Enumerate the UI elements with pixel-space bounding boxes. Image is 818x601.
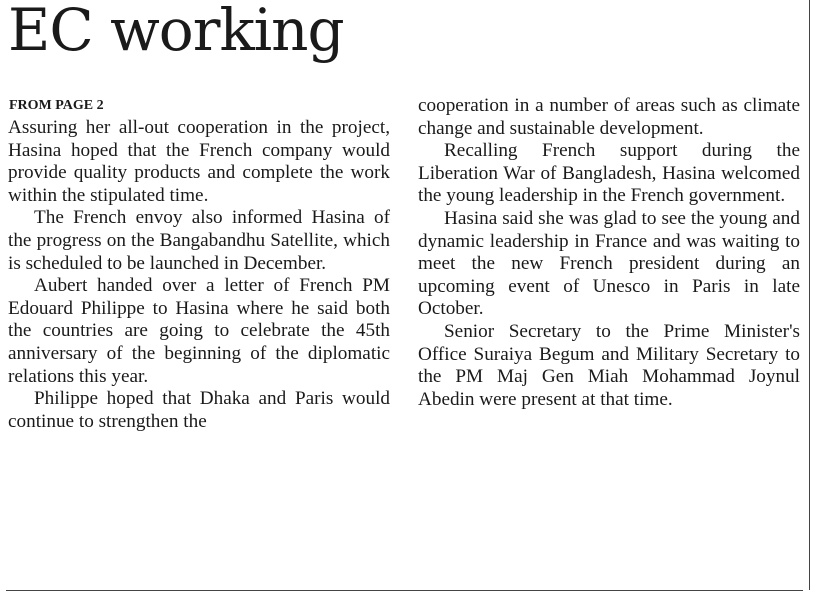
article-column-left (8, 117, 390, 433)
paragraph: Senior Secretary to the Prime Minister's Office Suraiya Begum and Military Secretary to the PM Maj Gen Miah Mohammad Joynul Abedin were present at that time. (418, 320, 800, 410)
continued-from-label: FROM PAGE 2 (9, 98, 104, 113)
paragraph: Hasina said she was glad to see the young and dynamic leadership in France and was waiting to meet the new French president during an upcoming event of Unesco in Paris in late October. (418, 207, 800, 320)
paragraph: Recalling French support during the Liberation War of Bangladesh, Hasina welcomed the young leadership in the French government. (418, 140, 800, 207)
article-column-right (418, 95, 800, 411)
paragraph: Aubert handed over a letter of French PM Edouard Philippe to Hasina where he said both the countries are going to celebrate the 45th anniversary of the beginning of the diplomatic relations this year. (8, 275, 390, 387)
headline: EC working (8, 0, 344, 64)
paragraph: Assuring her all-out cooperation in the project, Hasina hoped that the French company would provide quality products and complete the work within the stipulated time. (8, 117, 390, 206)
column-rule-vertical (809, 0, 810, 590)
column-rule-horizontal (6, 590, 803, 591)
paragraph: cooperation in a number of areas such as climate change and sustainable development. (418, 95, 800, 139)
paragraph: Philippe hoped that Dhaka and Paris would continue to strengthen the (8, 388, 390, 432)
paragraph: The French envoy also informed Hasina of the progress on the Bangabandhu Satellite, which is scheduled to be launched in December. (8, 207, 390, 274)
